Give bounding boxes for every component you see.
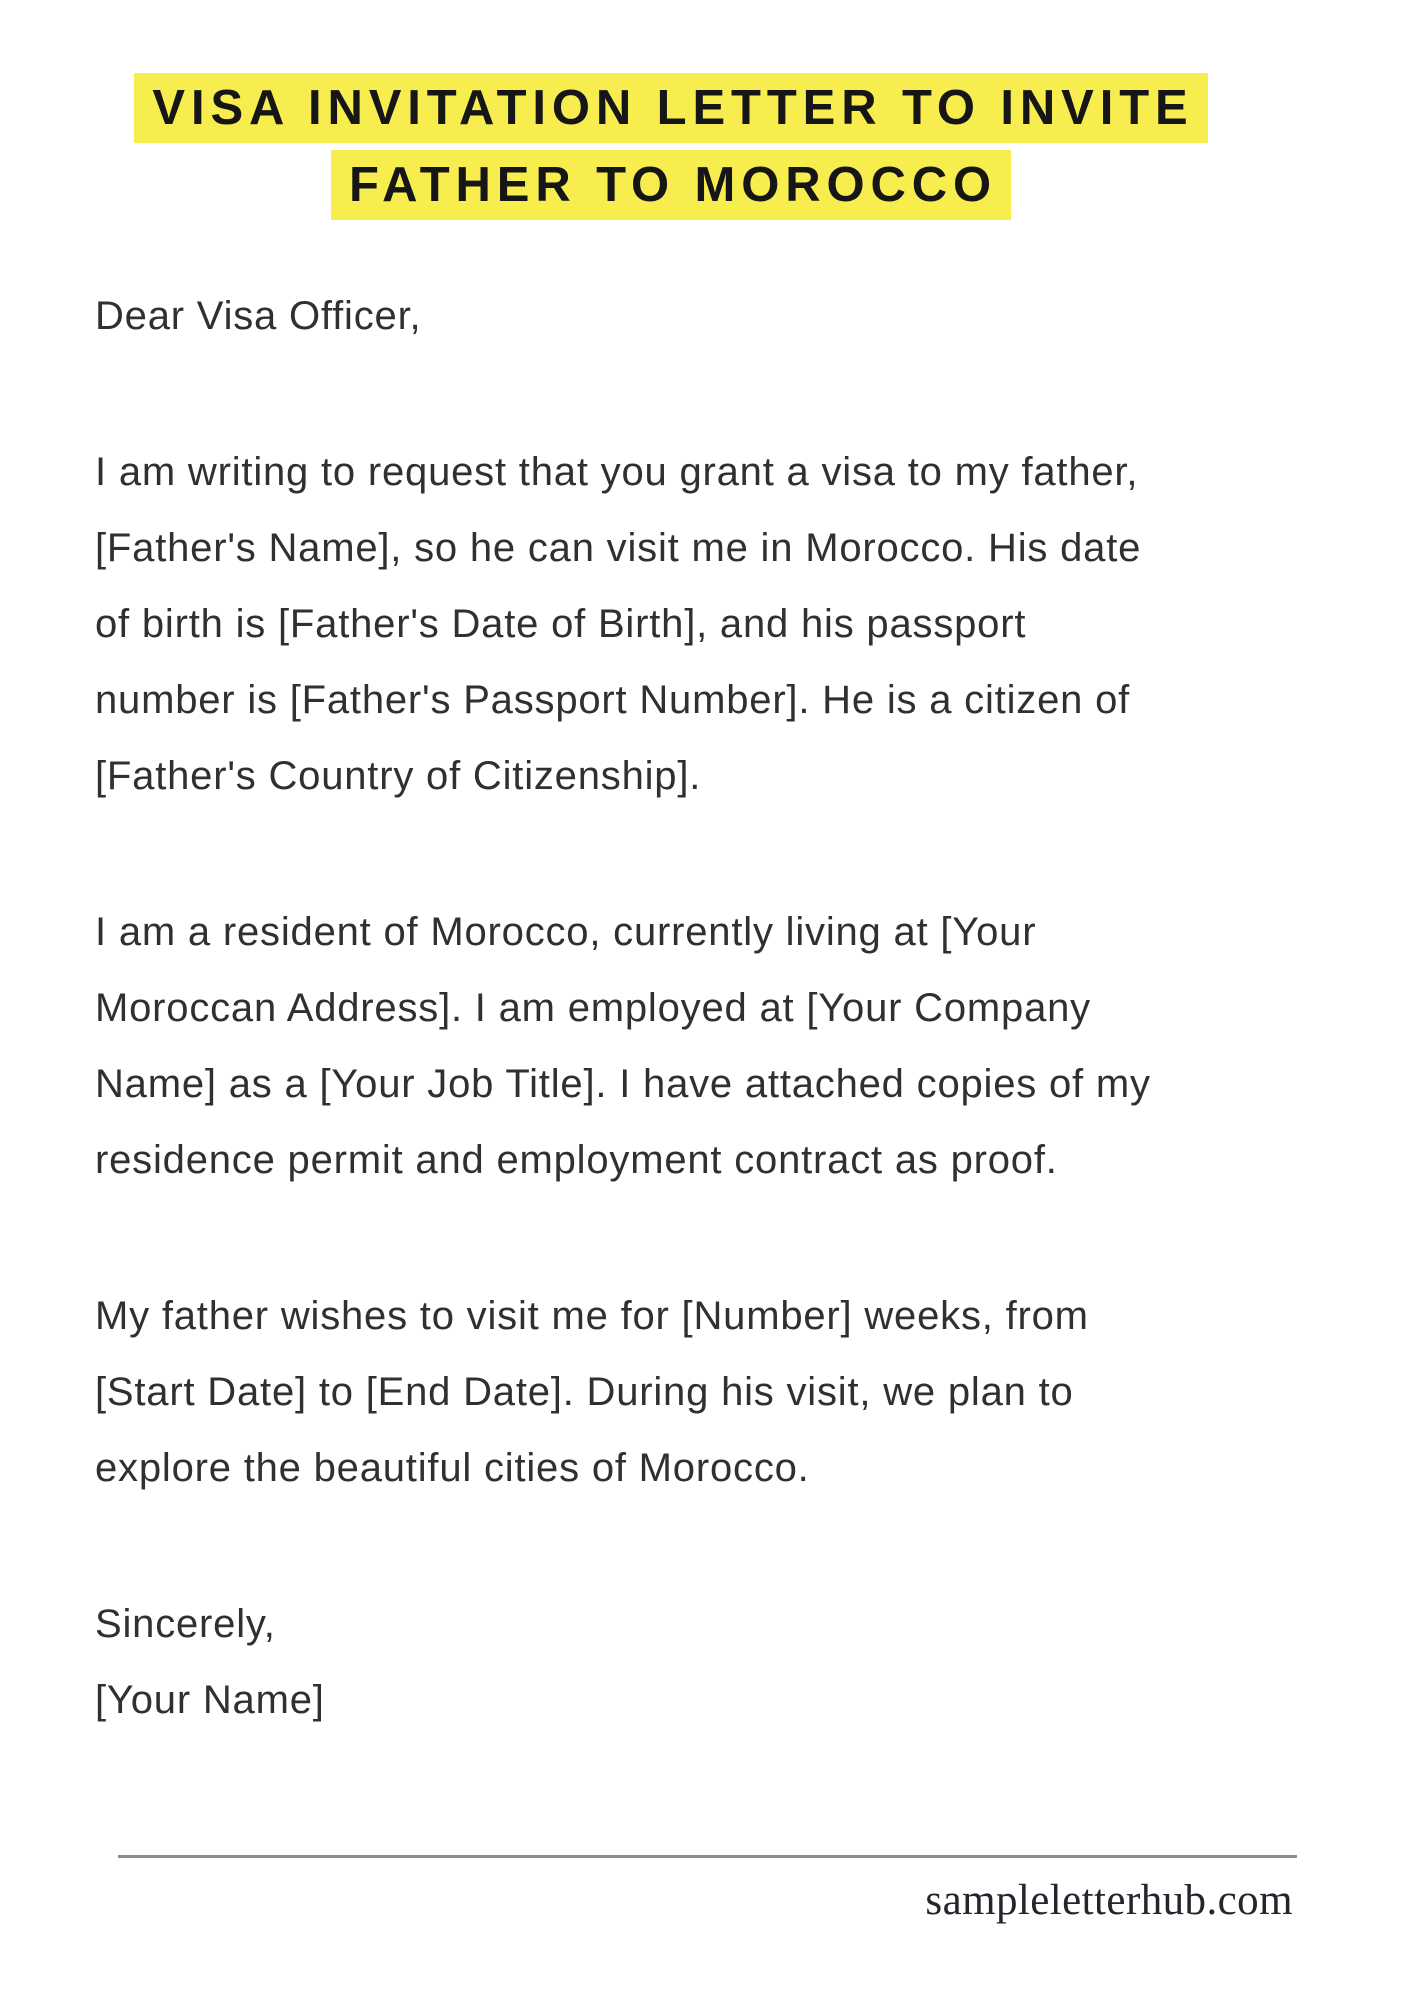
page-title-line-1 xyxy=(43,73,1299,143)
page-title-line-2-text: FATHER TO MOROCCO xyxy=(331,150,1011,220)
paragraph-2-line-2: Moroccan Address]. I am employed at [Your Company xyxy=(95,985,1091,1030)
page-title-line-1-text: VISA INVITATION LETTER TO INVITE xyxy=(134,73,1207,143)
paragraph-2-line-4: residence permit and employment contract as proof. xyxy=(95,1137,1058,1182)
paragraph-1-line-5: [Father's Country of Citizenship]. xyxy=(95,753,702,798)
closing-sincerely: Sincerely, xyxy=(95,1601,276,1646)
paragraph-2-line-3: Name] as a [Your Job Title]. I have attached copies of my xyxy=(95,1061,1151,1106)
paragraph-1-line-4: number is [Father's Passport Number]. He is a citizen of xyxy=(95,677,1131,722)
footer-divider xyxy=(118,1855,1297,1858)
paragraph-1-line-2: [Father's Name], so he can visit me in Morocco. His date xyxy=(95,525,1142,570)
paragraph-1-line-3: of birth is [Father's Date of Birth], and his passport xyxy=(95,601,1027,646)
paragraph-3-line-1: My father wishes to visit me for [Number] weeks, from xyxy=(95,1293,1089,1338)
paragraph-2 xyxy=(95,894,1355,1198)
salutation-text: Dear Visa Officer, xyxy=(95,293,422,338)
paragraph-1 xyxy=(95,434,1355,814)
salutation xyxy=(95,278,1355,354)
paragraph-3 xyxy=(95,1278,1355,1506)
page-title-line-2 xyxy=(43,150,1299,220)
paragraph-1-line-1: I am writing to request that you grant a visa to my father, xyxy=(95,449,1139,494)
paragraph-3-line-3: explore the beautiful cities of Morocco. xyxy=(95,1445,810,1490)
paragraph-2-line-1: I am a resident of Morocco, currently living at [Your xyxy=(95,909,1037,954)
page-title xyxy=(43,73,1299,220)
closing xyxy=(95,1586,1355,1738)
footer-site-text: sampleletterhub.com xyxy=(925,1877,1293,1924)
paragraph-3-line-2: [Start Date] to [End Date]. During his visit, we plan to xyxy=(95,1369,1074,1414)
closing-name-placeholder: [Your Name] xyxy=(95,1677,325,1722)
letter-body xyxy=(95,278,1355,1738)
